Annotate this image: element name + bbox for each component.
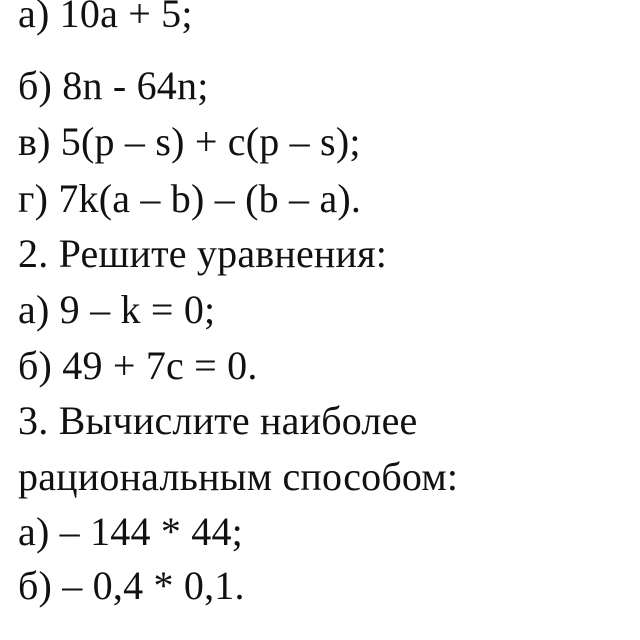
task-3b-line: б) – 0,4 * 0,1. <box>18 563 245 608</box>
task-2a-line: а) 9 – k = 0; <box>18 287 216 332</box>
task-1a-line: а) 10а + 5; <box>18 0 193 36</box>
task-3-heading-line-1: 3. Вычислите наиболее <box>18 398 418 443</box>
task-1c-line: в) 5(p – s) + c(p – s); <box>18 119 361 164</box>
task-1b-line: б) 8n - 64n; <box>18 63 209 108</box>
task-3-heading-line-2: рациональным способом: <box>18 454 459 499</box>
task-2b-line: б) 49 + 7c = 0. <box>18 343 258 388</box>
task-1d-line: г) 7k(a – b) – (b – a). <box>18 176 362 221</box>
task-2-heading: 2. Решите уравнения: <box>18 231 388 276</box>
task-3a-line: а) – 144 * 44; <box>18 509 243 554</box>
